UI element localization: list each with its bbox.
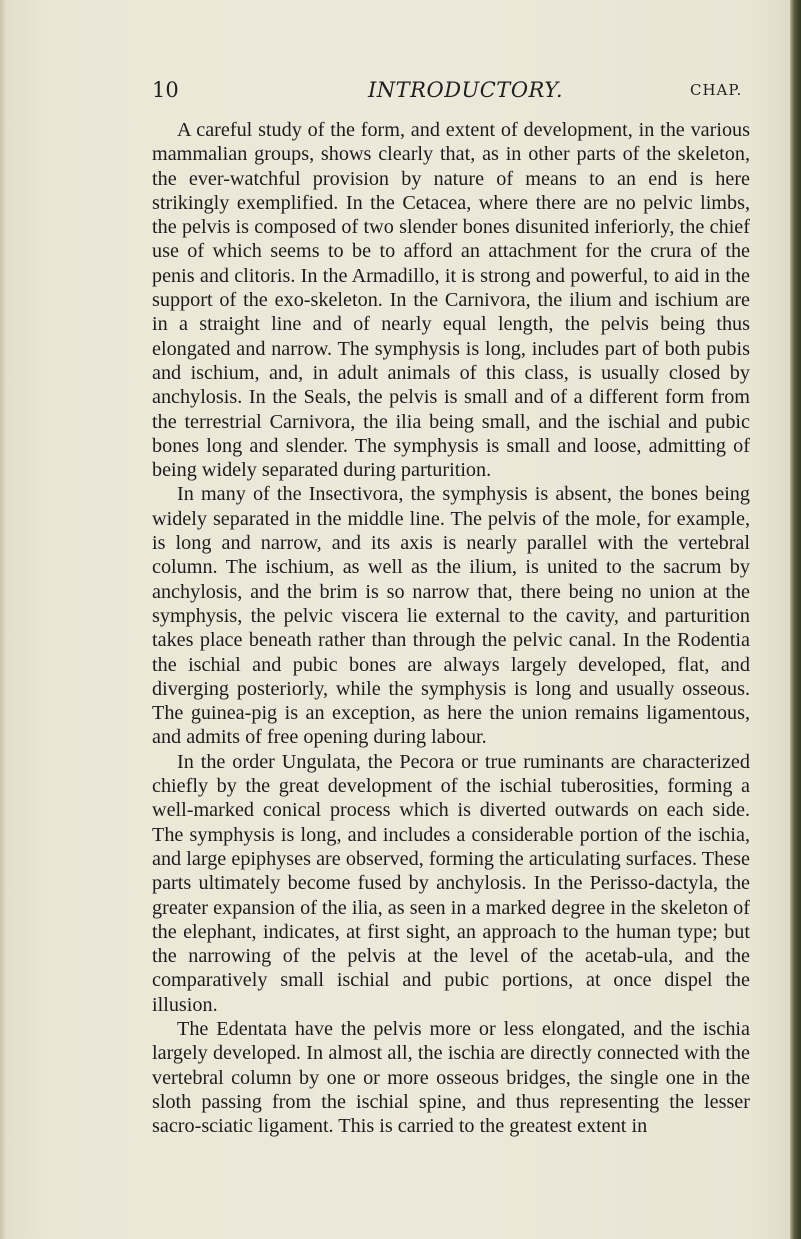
paragraph-2: In many of the Insectivora, the symphysis is absent, the bones being widely separated in the middle line. The pelvis of the mole, for example, is long and narrow, and its axis is nearly parallel with the vertebral column. The ischium, as well as the ilium, is united to the sacrum by anchylosis, and the brim is so narrow that, there being no union at the symphysis, the pelvic viscera lie external to the cavity, and parturition takes place beneath rather than through the pelvic canal. In the Rodentia the ischial and pubic bones are always largely developed, flat, and diverging posteriorly, while the symphysis is long and usually osseous. The guinea-pig is an exception, as here the union remains ligamentous, and admits of free opening during labour. (152, 483, 750, 749)
page-header (0, 78, 801, 108)
page-binding-edge (790, 0, 801, 1239)
running-title: INTRODUCTORY. (368, 78, 564, 102)
paragraph-1: A careful study of the form, and extent of development, in the various mammalian groups, shows clearly that, as in other parts of the skeleton, the ever-watchful provision by nature of means to an end is here strikingly exemplified. In the Cetacea, where there are no pelvic limbs, the pelvis is composed of two slender bones disunited inferiorly, the chief use of which seems to be to afford an attachment for the crura of the penis and clitoris. In the Armadillo, it is strong and powerful, to aid in the support of the exo-skeleton. In the Carnivora, the ilium and ischium are in a straight line and of nearly equal length, the pelvis being thus elongated and narrow. The symphysis is long, includes part of both pubis and ischium, and, in adult animals of this class, is usually closed by anchylosis. In the Seals, the pelvis is small and of a different form from the terrestrial Carnivora, the ilia being small, and the ischial and pubic bones long and slender. The symphysis is small and loose, admitting of being widely separated during parturition. (152, 119, 750, 482)
page-left-margin (0, 0, 6, 1239)
body-text (152, 118, 750, 1138)
chapter-label: CHAP. (690, 81, 743, 99)
page-number: 10 (152, 78, 179, 102)
paragraph-4: The Edentata have the pelvis more or less elongated, and the ischia largely developed. In almost all, the ischia are directly connected with the vertebral column by one or more osseous bridges, the single one in the sloth passing from the ischial spine, and thus representing the lesser sacro-sciatic ligament. This is carried to the greatest extent in (152, 1017, 750, 1138)
paragraph-3: In the order Ungulata, the Pecora or true ruminants are characterized chiefly by the great development of the ischial tuberosities, forming a well-marked conical process which is diverted outwards on each side. The symphysis is long, and includes a considerable portion of the ischia, and large epiphyses are observed, forming the articulating surfaces. These parts ultimately become fused by anchylosis. In the Perisso-dactyla, the greater expansion of the ilia, as seen in a marked degree in the skeleton of the elephant, indicates, at first sight, an approach to the human type; but the narrowing of the pelvis at the level of the acetab-ula, and the comparatively small ischial and pubic portions, at once dispel the illusion. (152, 750, 750, 1016)
